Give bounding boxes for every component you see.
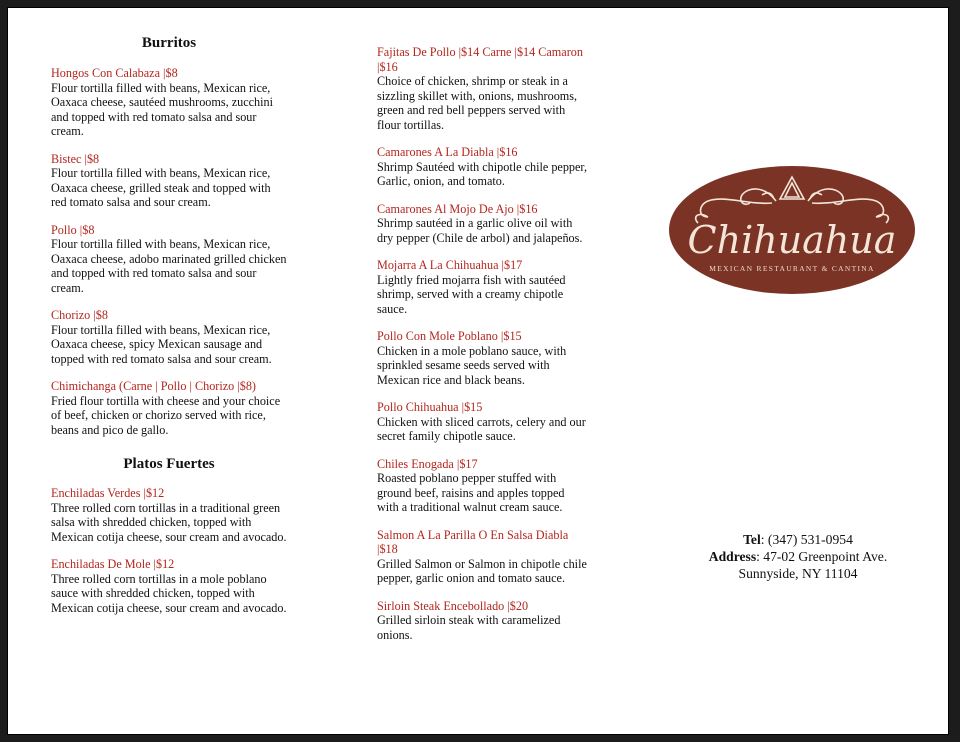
- item-title: Chimichanga (Carne | Pollo | Chorizo |$8): [51, 379, 256, 393]
- item-description: Shrimp sautéed in a garlic olive oil with dry pepper (Chile de arbol) and jalapeños.: [377, 216, 583, 245]
- menu-item: [51, 557, 287, 615]
- menu-item: [377, 45, 589, 132]
- item-description: Grilled Salmon or Salmon in chipotle chile pepper, garlic onion and tomato sauce.: [377, 556, 587, 585]
- tel-label: Tel: [743, 532, 761, 547]
- menu-item: [377, 400, 589, 444]
- menu-item: [377, 457, 589, 515]
- menu-item: [51, 308, 287, 366]
- city-line: Sunnyside, NY 11104: [738, 566, 858, 581]
- item-description: Chicken in a mole poblano sauce, with sprinkled sesame seeds served with Mexican rice and black beans.: [377, 343, 567, 387]
- section-title-platos-fuertes: Platos Fuertes: [123, 456, 215, 472]
- address-line: [648, 548, 948, 565]
- restaurant-logo: [668, 165, 916, 295]
- section-title-burritos: Burritos: [141, 35, 197, 51]
- menu-item: [377, 145, 589, 189]
- menu-column-left: [51, 8, 287, 628]
- item-description: Fried flour tortilla with cheese and your choice of beef, chicken or chorizo served with rice, beans and pico de gallo.: [51, 393, 281, 437]
- item-description: Flour tortilla filled with beans, Mexican rice, Oaxaca cheese, grilled steak and topped with red tomato salsa and sour cream.: [51, 166, 271, 209]
- menu-item: [377, 258, 589, 316]
- menu-page: [8, 8, 948, 734]
- item-title: Salmon A La Parilla O En Salsa Diabla |$18: [377, 527, 569, 556]
- item-description: Lightly fried mojarra fish with sautéed shrimp, served with a creamy chipotle sauce.: [377, 272, 566, 316]
- logo-tagline: MEXICAN RESTAURANT & CANTINA: [709, 264, 875, 273]
- item-title: Mojarra A La Chihuahua |$17: [377, 258, 523, 272]
- menu-item: [377, 599, 589, 643]
- menu-item: [51, 223, 287, 296]
- menu-column-middle: [377, 8, 589, 655]
- item-title: Enchiladas Verdes |$12: [51, 486, 165, 500]
- item-title: Pollo Con Mole Poblano |$15: [377, 329, 522, 343]
- item-title: Chiles Enogada |$17: [377, 456, 478, 471]
- menu-item: [377, 329, 589, 387]
- item-description: Three rolled corn tortillas in a mole poblano sauce with shredded chicken, topped with Mexican cotija cheese, sour cream and avocado.: [51, 571, 287, 615]
- item-title: Hongos Con Calabaza |$8: [51, 66, 178, 80]
- item-title: Sirloin Steak Encebollado |$20: [377, 598, 529, 613]
- menu-item: [377, 202, 589, 246]
- menu-item: [377, 528, 589, 586]
- menu-item: [51, 486, 287, 544]
- item-title: Bistec |$8: [51, 151, 100, 166]
- item-description: Roasted poblano pepper stuffed with ground beef, raisins and apples topped with a traditional walnut cream sauce.: [377, 471, 565, 514]
- item-description: Shrimp Sautéed with chipotle chile pepper, Garlic, onion, and tomato.: [377, 159, 588, 188]
- item-title: Enchiladas De Mole |$12: [51, 557, 175, 571]
- phone-line: [648, 531, 948, 548]
- item-title: Chorizo |$8: [51, 308, 108, 322]
- item-description: Flour tortilla filled with beans, Mexican rice, Oaxaca cheese, sautéed mushrooms, zucchini and topped with red tomato salsa and sour cream.: [51, 80, 273, 138]
- address-label: Address: [708, 549, 757, 564]
- item-title: Camarones A La Diabla |$16: [377, 145, 518, 159]
- item-description: Flour tortilla filled with beans, Mexican rice, Oaxaca cheese, adobo marinated grilled chicken and topped with red tomato salsa and sour cream.: [51, 237, 287, 295]
- contact-info: [648, 531, 948, 582]
- item-description: Grilled sirloin steak with caramelized onions.: [377, 613, 561, 642]
- item-title: Pollo |$8: [51, 222, 95, 237]
- item-title: Camarones Al Mojo De Ajo |$16: [377, 201, 538, 216]
- menu-item: [51, 379, 287, 437]
- item-title: Fajitas De Pollo |$14 Carne |$14 Camaron |$16: [377, 45, 583, 74]
- menu-item: [51, 152, 287, 210]
- item-title: Pollo Chihuahua |$15: [377, 400, 483, 414]
- item-description: Three rolled corn tortillas in a traditional green salsa with shredded chicken, topped with Mexican cotija cheese, sour cream and avocado.: [51, 500, 287, 544]
- logo-name: Chihuahua: [687, 218, 897, 262]
- item-description: Chicken with sliced carrots, celery and our secret family chipotle sauce.: [377, 414, 586, 443]
- phone-number: : (347) 531-0954: [760, 532, 853, 547]
- street-address: : 47-02 Greenpoint Ave.: [756, 549, 888, 564]
- logo-badge: [668, 165, 916, 295]
- item-description: Flour tortilla filled with beans, Mexican rice, Oaxaca cheese, spicy Mexican sausage and topped with red tomato salsa and sour cream.: [51, 322, 272, 366]
- menu-item: [51, 66, 287, 139]
- item-description: Choice of chicken, shrimp or steak in a sizzling skillet with, onions, mushrooms, green and red bell peppers served with flour tortillas.: [377, 74, 578, 132]
